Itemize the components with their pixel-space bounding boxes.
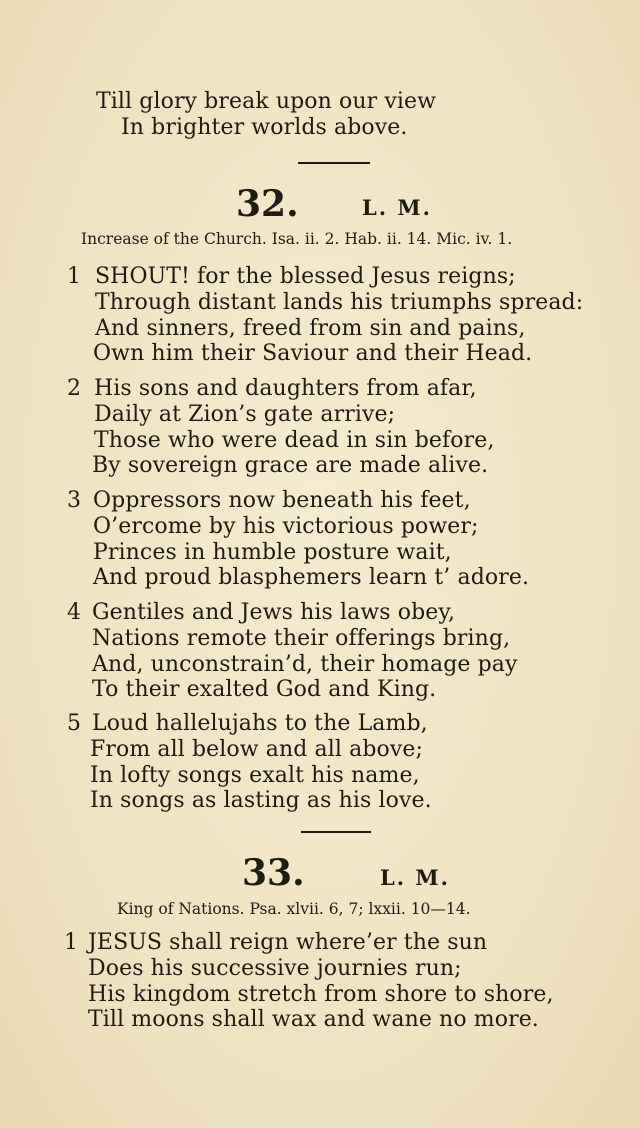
hymn-meter: L. M. (362, 195, 432, 220)
section-divider (301, 831, 371, 833)
verse-line: Loud hallelujahs to the Lamb, (92, 711, 428, 736)
verse-line: Those who were dead in sin before, (94, 428, 495, 453)
hymn-subject: King of Nations. Psa. xlvii. 6, 7; lxxii. 10—14. (117, 900, 471, 918)
stanza-number: 1 (64, 930, 78, 955)
verse-line: O’ercome by his victorious power; (93, 514, 479, 539)
verse-line: Own him their Saviour and their Head. (93, 341, 533, 366)
verse-line: JESUS shall reign where’er the sun (88, 930, 488, 955)
stanza-number: 3 (67, 488, 81, 513)
verse-line: Till glory break upon our view (96, 89, 437, 114)
verse-line: Oppressors now beneath his feet, (93, 488, 471, 513)
verse-line: From all below and all above; (90, 737, 424, 762)
stanza-number: 2 (67, 376, 81, 401)
verse-line: And sinners, freed from sin and pains, (95, 316, 526, 341)
verse-line: To their exalted God and King. (92, 677, 437, 702)
verse-line: Nations remote their offerings bring, (92, 626, 511, 651)
verse-line: Gentiles and Jews his laws obey, (92, 600, 456, 625)
stanza-number: 4 (67, 600, 81, 625)
verse-line: In songs as lasting as his love. (90, 788, 432, 813)
verse-line: Through distant lands his triumphs spread: (95, 290, 584, 315)
verse-line: And proud blasphemers learn t’ adore. (93, 565, 530, 590)
verse-line: Till moons shall wax and wane no more. (88, 1007, 539, 1032)
hymn-number: 33. (242, 852, 305, 894)
verse-line: Does his successive journies run; (88, 956, 462, 981)
hymn-number: 32. (236, 183, 299, 225)
verse-line: In brighter worlds above. (121, 115, 408, 140)
hymn-subject: Increase of the Church. Isa. ii. 2. Hab. ii. 14. Mic. iv. 1. (81, 230, 513, 248)
stanza-number: 1 (67, 264, 81, 289)
section-divider (298, 162, 370, 164)
stanza-number: 5 (67, 711, 81, 736)
hymn-meter: L. M. (380, 865, 450, 890)
verse-line: And, unconstrain’d, their homage pay (92, 652, 518, 677)
verse-line: His kingdom stretch from shore to shore, (88, 982, 554, 1007)
verse-line: Princes in humble posture wait, (93, 540, 452, 565)
verse-line: By sovereign grace are made alive. (92, 453, 489, 478)
verse-line: In lofty songs exalt his name, (90, 763, 420, 788)
verse-line: SHOUT! for the blessed Jesus reigns; (95, 264, 516, 289)
verse-line: His sons and daughters from afar, (94, 376, 477, 401)
verse-line: Daily at Zion’s gate arrive; (94, 402, 396, 427)
